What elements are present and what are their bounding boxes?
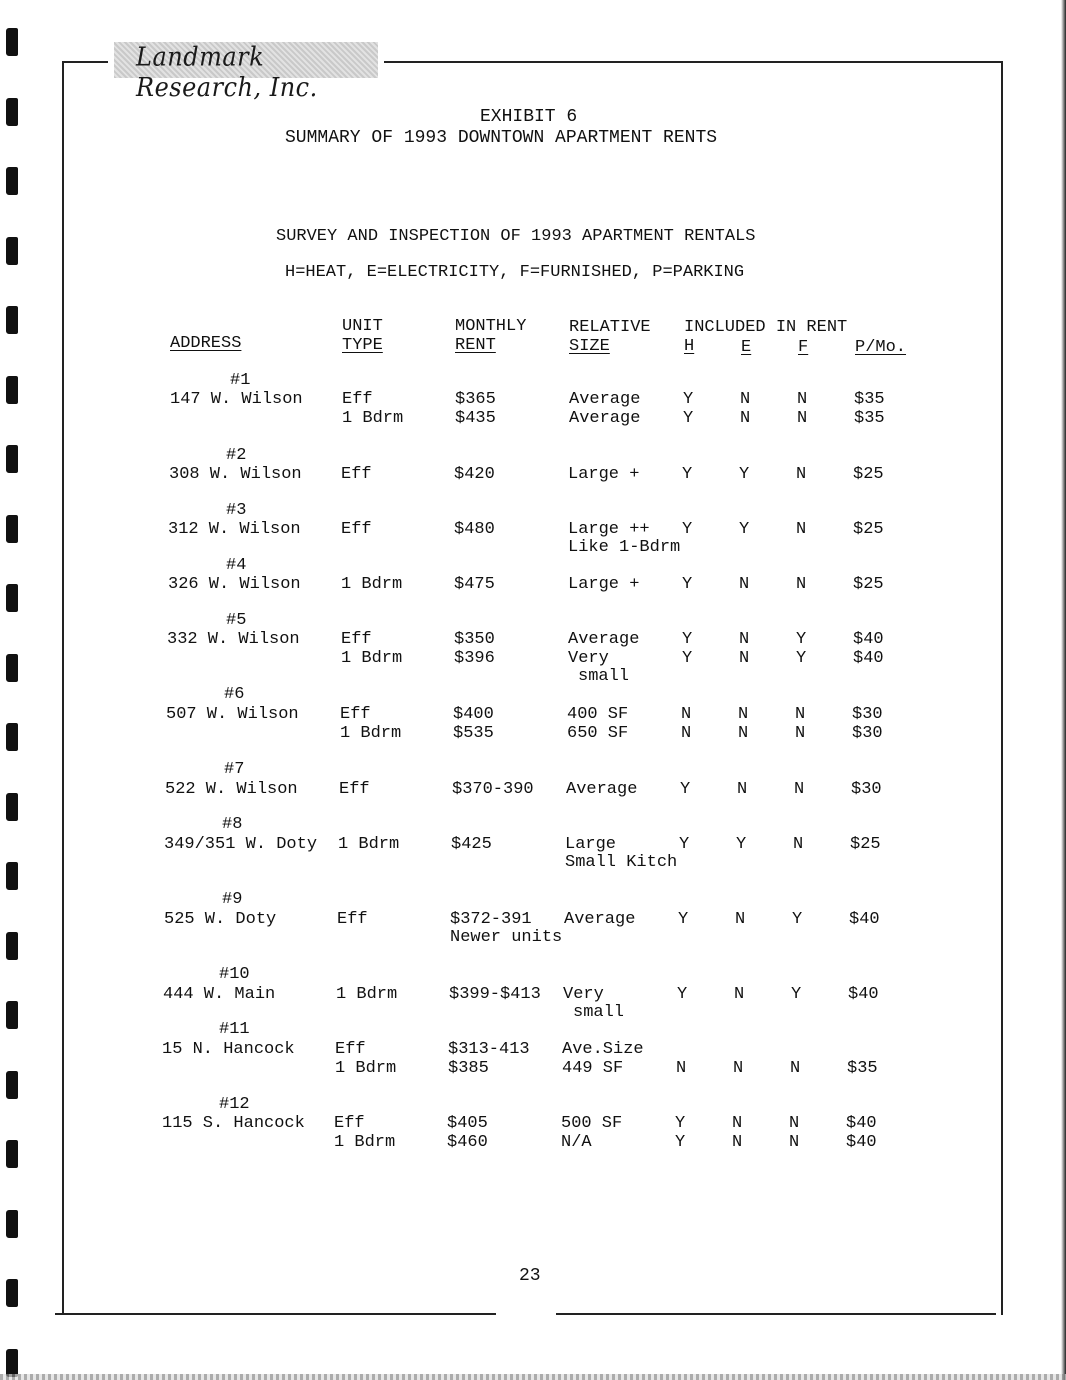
punch-hole: [6, 1071, 18, 1099]
furnished-cell: Y: [792, 910, 803, 929]
relative-size-cell: 449 SF: [562, 1059, 624, 1078]
monthly-rent-cell: $396: [454, 649, 495, 668]
furnished-cell: Y: [796, 649, 807, 668]
heat-cell: Y: [675, 1114, 686, 1133]
electricity-cell: N: [738, 724, 749, 743]
furnished-cell: N: [795, 705, 806, 724]
electricity-cell: N: [734, 985, 745, 1004]
entry-number: #11: [219, 1020, 250, 1039]
address-cell: 147 W. Wilson: [170, 390, 303, 409]
unit-type-cell: Eff: [337, 910, 368, 929]
parking-cell: $25: [853, 575, 884, 594]
monthly-rent-cell: $385: [448, 1059, 489, 1078]
scan-edge: [1061, 0, 1066, 1380]
header-heat: H: [684, 337, 695, 356]
logo-text: Landmark Research, Inc.: [136, 41, 318, 103]
frame-border: [55, 1313, 496, 1315]
address-cell: 349/351 W. Doty: [164, 835, 318, 854]
electricity-cell: N: [735, 910, 746, 929]
electricity-cell: N: [739, 649, 750, 668]
monthly-rent-cell: $350: [454, 630, 495, 649]
entry-number: #12: [219, 1095, 250, 1114]
address-cell: 332 W. Wilson: [167, 630, 300, 649]
punch-hole: [6, 1001, 18, 1029]
address-cell: 444 W. Main: [163, 985, 276, 1004]
address-cell: 308 W. Wilson: [169, 465, 302, 484]
monthly-rent-cell: $405: [447, 1114, 488, 1133]
parking-cell: $40: [849, 910, 880, 929]
heat-cell: Y: [677, 985, 688, 1004]
unit-type-cell: 1 Bdrm: [340, 724, 402, 743]
electricity-cell: N: [737, 780, 748, 799]
relative-size-cell: Very: [568, 649, 609, 668]
relative-size-cell: 400 SF: [567, 705, 629, 724]
entry-number: #2: [226, 446, 247, 465]
monthly-rent-cell: $535: [453, 724, 494, 743]
frame-border: [384, 61, 1003, 63]
exhibit-title: SUMMARY OF 1993 DOWNTOWN APARTMENT RENTS: [285, 128, 718, 148]
punch-hole: [6, 1210, 18, 1238]
relative-size-cell: Average: [569, 409, 641, 428]
heat-cell: N: [681, 724, 692, 743]
electricity-cell: N: [732, 1133, 743, 1152]
punch-hole: [6, 1279, 18, 1307]
punch-hole: [6, 584, 18, 612]
relative-size-cell: Ave.Size: [562, 1040, 644, 1059]
punch-hole: [6, 654, 18, 682]
parking-cell: $30: [852, 705, 883, 724]
monthly-rent-cell: $365: [455, 390, 496, 409]
electricity-cell: N: [740, 390, 751, 409]
header-parking: P/Mo.: [855, 338, 907, 357]
relative-size-note: Small Kitch: [565, 853, 678, 872]
furnished-cell: N: [789, 1114, 800, 1133]
monthly-rent-cell: $460: [447, 1133, 488, 1152]
monthly-rent-cell: $480: [454, 520, 495, 539]
monthly-rent-cell: $475: [454, 575, 495, 594]
furnished-cell: N: [793, 835, 804, 854]
punch-hole: [6, 98, 18, 126]
heat-cell: Y: [683, 390, 694, 409]
address-cell: 312 W. Wilson: [168, 520, 301, 539]
unit-type-cell: 1 Bdrm: [338, 835, 400, 854]
heat-cell: Y: [682, 575, 693, 594]
furnished-cell: N: [796, 520, 807, 539]
header-electricity: E: [741, 338, 752, 357]
address-cell: 326 W. Wilson: [168, 575, 301, 594]
header-relative: RELATIVE: [569, 318, 651, 337]
heat-cell: Y: [682, 465, 693, 484]
punch-hole: [6, 793, 18, 821]
entry-number: #3: [226, 501, 247, 520]
relative-size-cell: Large ++: [568, 520, 650, 539]
furnished-cell: N: [794, 780, 805, 799]
address-cell: 115 S. Hancock: [162, 1114, 305, 1133]
relative-size-cell: 500 SF: [561, 1114, 623, 1133]
punch-hole: [6, 932, 18, 960]
heat-cell: Y: [680, 780, 691, 799]
relative-size-cell: 650 SF: [567, 724, 629, 743]
header-type: TYPE: [342, 336, 383, 355]
header-rent: RENT: [455, 336, 496, 355]
punch-hole: [6, 376, 18, 404]
parking-cell: $40: [853, 649, 884, 668]
relative-size-note: Like 1-Bdrm: [568, 538, 681, 557]
heat-cell: Y: [682, 520, 693, 539]
heat-cell: Y: [679, 835, 690, 854]
monthly-rent-cell: $313-413: [448, 1040, 530, 1059]
parking-cell: $25: [850, 835, 881, 854]
page-number: 23: [519, 1266, 541, 1286]
entry-number: #5: [226, 611, 247, 630]
relative-size-cell: Average: [566, 780, 638, 799]
electricity-cell: N: [739, 575, 750, 594]
heat-cell: Y: [675, 1133, 686, 1152]
furnished-cell: N: [790, 1059, 801, 1078]
unit-type-cell: 1 Bdrm: [341, 575, 403, 594]
furnished-cell: N: [796, 575, 807, 594]
punch-hole: [6, 1140, 18, 1168]
monthly-rent-cell: $420: [454, 465, 495, 484]
relative-size-cell: Average: [564, 910, 636, 929]
heat-cell: Y: [678, 910, 689, 929]
unit-type-cell: Eff: [341, 465, 372, 484]
furnished-cell: Y: [791, 985, 802, 1004]
heat-cell: N: [676, 1059, 687, 1078]
frame-border: [62, 61, 64, 1315]
header-furnished: F: [798, 338, 809, 357]
address-cell: 15 N. Hancock: [162, 1040, 295, 1059]
punch-hole: [6, 723, 18, 751]
relative-size-cell: Very: [563, 985, 604, 1004]
address-cell: 525 W. Doty: [164, 910, 277, 929]
unit-type-cell: Eff: [341, 630, 372, 649]
monthly-rent-cell: $370-390: [452, 780, 534, 799]
entry-number: #1: [230, 371, 251, 390]
electricity-cell: N: [740, 409, 751, 428]
punch-hole: [6, 515, 18, 543]
parking-cell: $40: [848, 985, 879, 1004]
entry-number: #7: [224, 760, 245, 779]
relative-size-note: small: [578, 667, 630, 686]
furnished-cell: Y: [796, 630, 807, 649]
address-cell: 507 W. Wilson: [166, 705, 299, 724]
unit-type-cell: Eff: [341, 520, 372, 539]
parking-cell: $25: [853, 520, 884, 539]
parking-cell: $25: [853, 465, 884, 484]
parking-cell: $30: [851, 780, 882, 799]
unit-type-cell: 1 Bdrm: [335, 1059, 397, 1078]
electricity-cell: N: [733, 1059, 744, 1078]
electricity-cell: N: [739, 630, 750, 649]
punch-hole: [6, 306, 18, 334]
monthly-rent-cell: $435: [455, 409, 496, 428]
relative-size-cell: Average: [569, 390, 641, 409]
frame-border: [556, 1313, 996, 1315]
monthly-rent-cell: $400: [453, 705, 494, 724]
monthly-rent-cell: $372-391: [450, 910, 532, 929]
heat-cell: Y: [683, 409, 694, 428]
parking-cell: $35: [854, 390, 885, 409]
furnished-cell: N: [797, 409, 808, 428]
unit-type-cell: Eff: [340, 705, 371, 724]
heat-cell: Y: [682, 649, 693, 668]
header-size: SIZE: [569, 337, 610, 356]
address-cell: 522 W. Wilson: [165, 780, 298, 799]
relative-size-note: small: [573, 1003, 625, 1022]
entry-number: #10: [219, 965, 250, 984]
unit-type-cell: Eff: [339, 780, 370, 799]
electricity-cell: Y: [736, 835, 747, 854]
relative-size-cell: N/A: [561, 1133, 592, 1152]
unit-type-cell: Eff: [342, 390, 373, 409]
header-unit: UNIT: [342, 317, 383, 336]
punch-hole: [6, 28, 18, 56]
entry-number: #8: [222, 815, 243, 834]
unit-type-cell: 1 Bdrm: [336, 985, 398, 1004]
company-logo: [114, 41, 378, 103]
relative-size-cell: Large: [565, 835, 617, 854]
parking-cell: $40: [846, 1114, 877, 1133]
punch-hole: [6, 1349, 18, 1377]
unit-type-cell: 1 Bdrm: [341, 649, 403, 668]
header-address: ADDRESS: [170, 334, 242, 353]
entry-number: #6: [224, 685, 245, 704]
electricity-cell: Y: [739, 465, 750, 484]
furnished-cell: N: [796, 465, 807, 484]
binder-punch-holes: [6, 28, 20, 1348]
unit-type-cell: Eff: [335, 1040, 366, 1059]
monthly-rent-note: Newer units: [450, 928, 563, 947]
header-monthly: MONTHLY: [455, 317, 527, 336]
parking-cell: $35: [854, 409, 885, 428]
header-included-in-rent: INCLUDED IN RENT: [684, 318, 848, 337]
parking-cell: $35: [847, 1059, 878, 1078]
punch-hole: [6, 167, 18, 195]
punch-hole: [6, 237, 18, 265]
monthly-rent-cell: $399-$413: [449, 985, 541, 1004]
parking-cell: $40: [853, 630, 884, 649]
parking-cell: $40: [846, 1133, 877, 1152]
relative-size-cell: Large +: [568, 465, 640, 484]
furnished-cell: N: [795, 724, 806, 743]
relative-size-cell: Large +: [568, 575, 640, 594]
scan-edge: [0, 1374, 1066, 1380]
furnished-cell: N: [789, 1133, 800, 1152]
abbreviation-legend: H=HEAT, E=ELECTRICITY, F=FURNISHED, P=PARKING: [285, 263, 745, 282]
entry-number: #4: [226, 556, 247, 575]
monthly-rent-cell: $425: [451, 835, 492, 854]
unit-type-cell: 1 Bdrm: [342, 409, 404, 428]
exhibit-label: EXHIBIT 6: [480, 107, 578, 127]
punch-hole: [6, 445, 18, 473]
heat-cell: Y: [682, 630, 693, 649]
furnished-cell: N: [797, 390, 808, 409]
electricity-cell: N: [732, 1114, 743, 1133]
electricity-cell: N: [738, 705, 749, 724]
relative-size-cell: Average: [568, 630, 640, 649]
electricity-cell: Y: [739, 520, 750, 539]
heat-cell: N: [681, 705, 692, 724]
entry-number: #9: [222, 890, 243, 909]
unit-type-cell: Eff: [334, 1114, 365, 1133]
parking-cell: $30: [852, 724, 883, 743]
survey-title: SURVEY AND INSPECTION OF 1993 APARTMENT RENTALS: [276, 227, 756, 246]
frame-border: [1001, 61, 1003, 1315]
frame-border: [62, 61, 108, 63]
punch-hole: [6, 862, 18, 890]
unit-type-cell: 1 Bdrm: [334, 1133, 396, 1152]
